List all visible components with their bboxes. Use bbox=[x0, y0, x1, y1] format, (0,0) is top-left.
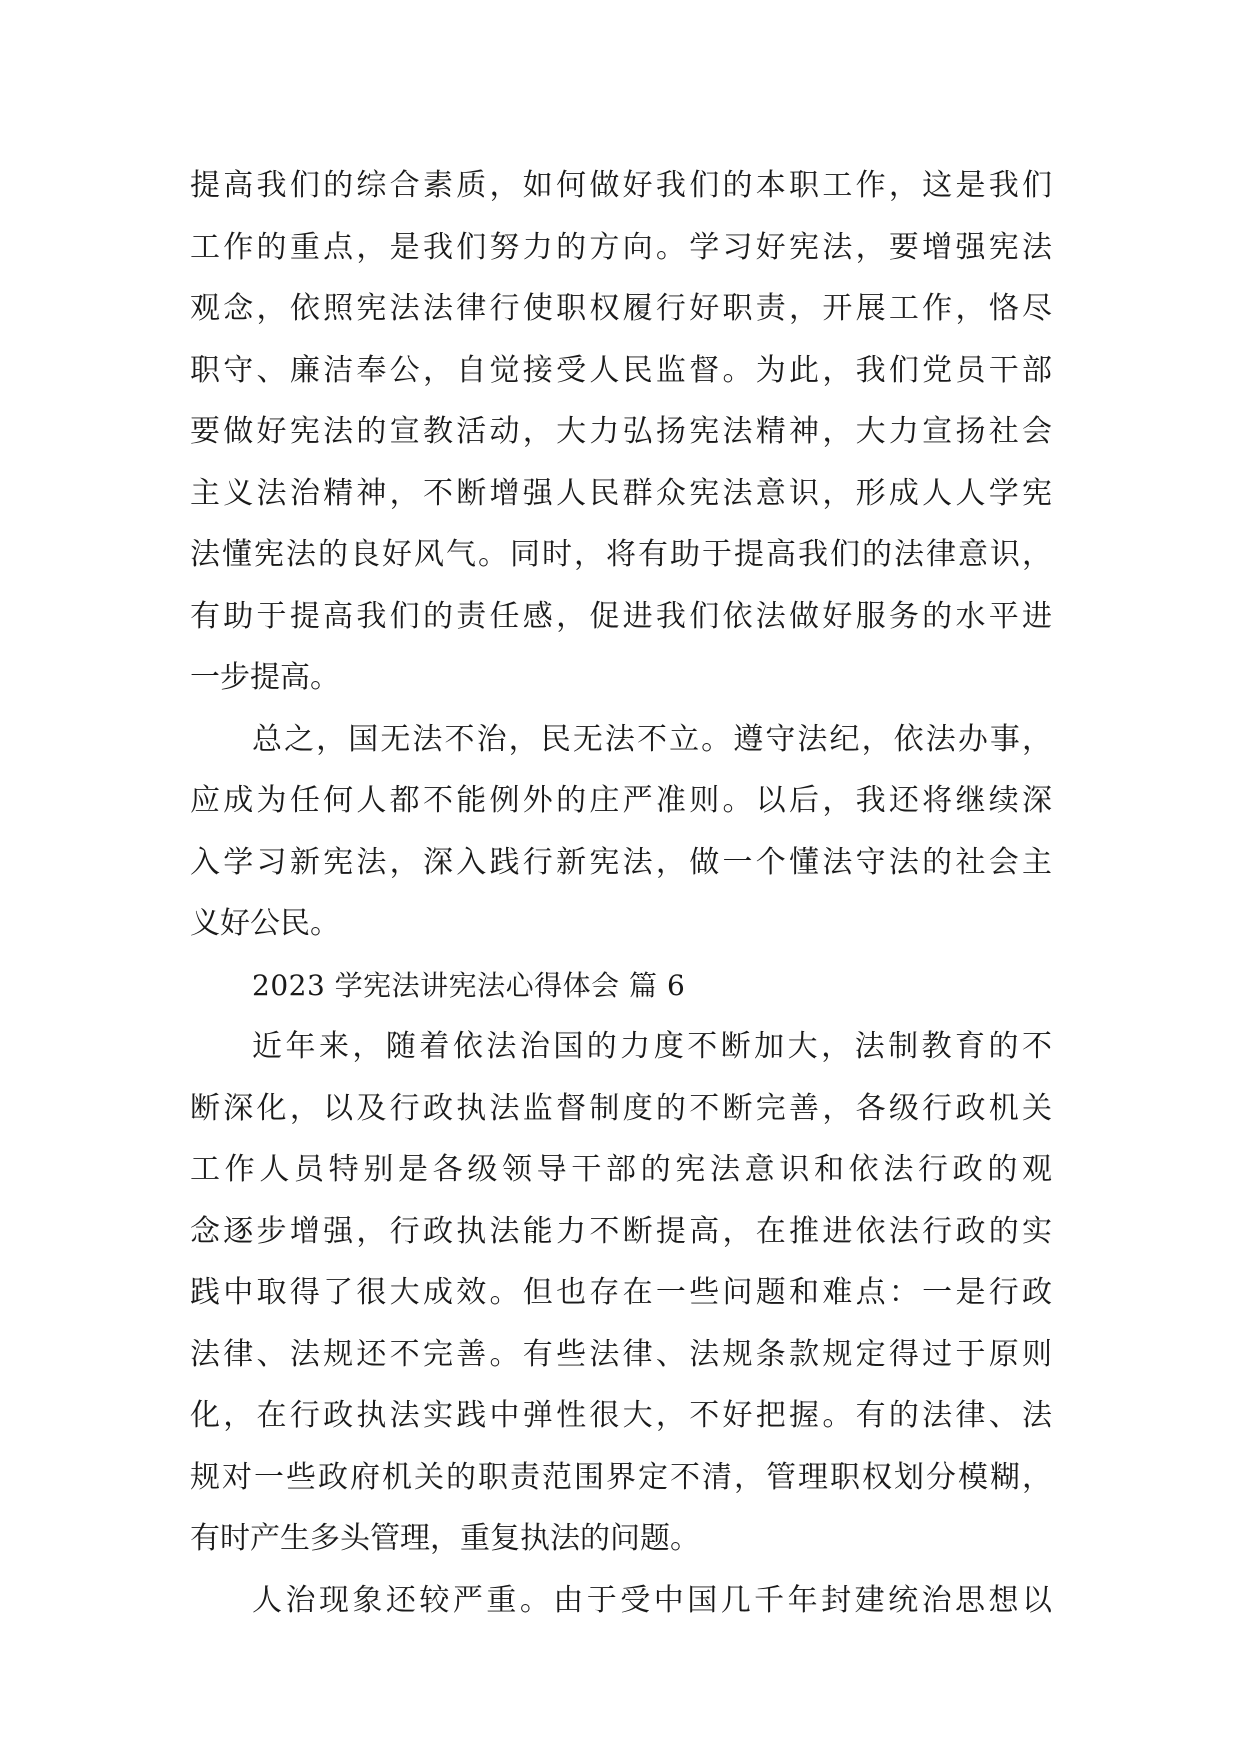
paragraph bbox=[190, 1016, 1052, 1570]
paragraph bbox=[190, 155, 1052, 709]
text-line: 践中取得了很大成效。但也存在一些问题和难点：一是行政 bbox=[190, 1275, 1052, 1310]
text-line: 有助于提高我们的责任感，促进我们依法做好服务的水平进 bbox=[190, 598, 1052, 634]
text-line: 主义法治精神，不断增强人民群众宪法意识，形成人人学宪 bbox=[190, 475, 1052, 511]
text-line: 要做好宪法的宣教活动，大力弘扬宪法精神，大力宣扬社会 bbox=[190, 414, 1052, 449]
text-line: 人治现象还较严重。由于受中国几千年封建统治思想以 bbox=[252, 1582, 1052, 1618]
text-line: 总之，国无法不治，民无法不立。遵守法纪，依法办事， bbox=[252, 721, 1052, 757]
text-line: 义好公民。 bbox=[190, 906, 340, 941]
text-line: 规对一些政府机关的职责范围界定不清，管理职权划分模糊， bbox=[190, 1459, 1052, 1495]
text-line: 应成为任何人都不能例外的庄严准则。以后，我还将继续深 bbox=[190, 783, 1052, 818]
paragraph bbox=[190, 1570, 1052, 1632]
document-body bbox=[190, 155, 1052, 1631]
text-line: 法律、法规还不完善。有些法律、法规条款规定得过于原则 bbox=[190, 1336, 1052, 1372]
section-heading bbox=[190, 955, 1052, 1017]
text-line: 观念，依照宪法法律行使职权履行好职责，开展工作，恪尽 bbox=[190, 291, 1052, 326]
text-line: 职守、廉洁奉公，自觉接受人民监督。为此，我们党员干部 bbox=[190, 352, 1052, 388]
text-line: 提高我们的综合素质，如何做好我们的本职工作，这是我们 bbox=[190, 168, 1052, 203]
text-line: 工作的重点，是我们努力的方向。学习好宪法，要增强宪法 bbox=[190, 229, 1052, 265]
text-line: 入学习新宪法，深入践行新宪法，做一个懂法守法的社会主 bbox=[190, 844, 1052, 880]
text-line: 工作人员特别是各级领导干部的宪法意识和依法行政的观 bbox=[190, 1152, 1052, 1187]
text-line: 断深化，以及行政执法监督制度的不断完善，各级行政机关 bbox=[190, 1090, 1052, 1126]
text-line: 近年来，随着依法治国的力度不断加大，法制教育的不 bbox=[252, 1029, 1052, 1064]
text-line: 念逐步增强，行政执法能力不断提高，在推进依法行政的实 bbox=[190, 1213, 1052, 1249]
text-line: 有时产生多头管理，重复执法的问题。 bbox=[190, 1521, 700, 1556]
text-line: 化，在行政执法实践中弹性很大，不好把握。有的法律、法 bbox=[190, 1398, 1052, 1433]
text-line: 一步提高。 bbox=[190, 660, 340, 695]
heading-text: 2023 学宪法讲宪法心得体会 篇 6 bbox=[252, 968, 686, 1002]
text-line: 法懂宪法的良好风气。同时，将有助于提高我们的法律意识， bbox=[190, 537, 1052, 572]
paragraph bbox=[190, 709, 1052, 955]
